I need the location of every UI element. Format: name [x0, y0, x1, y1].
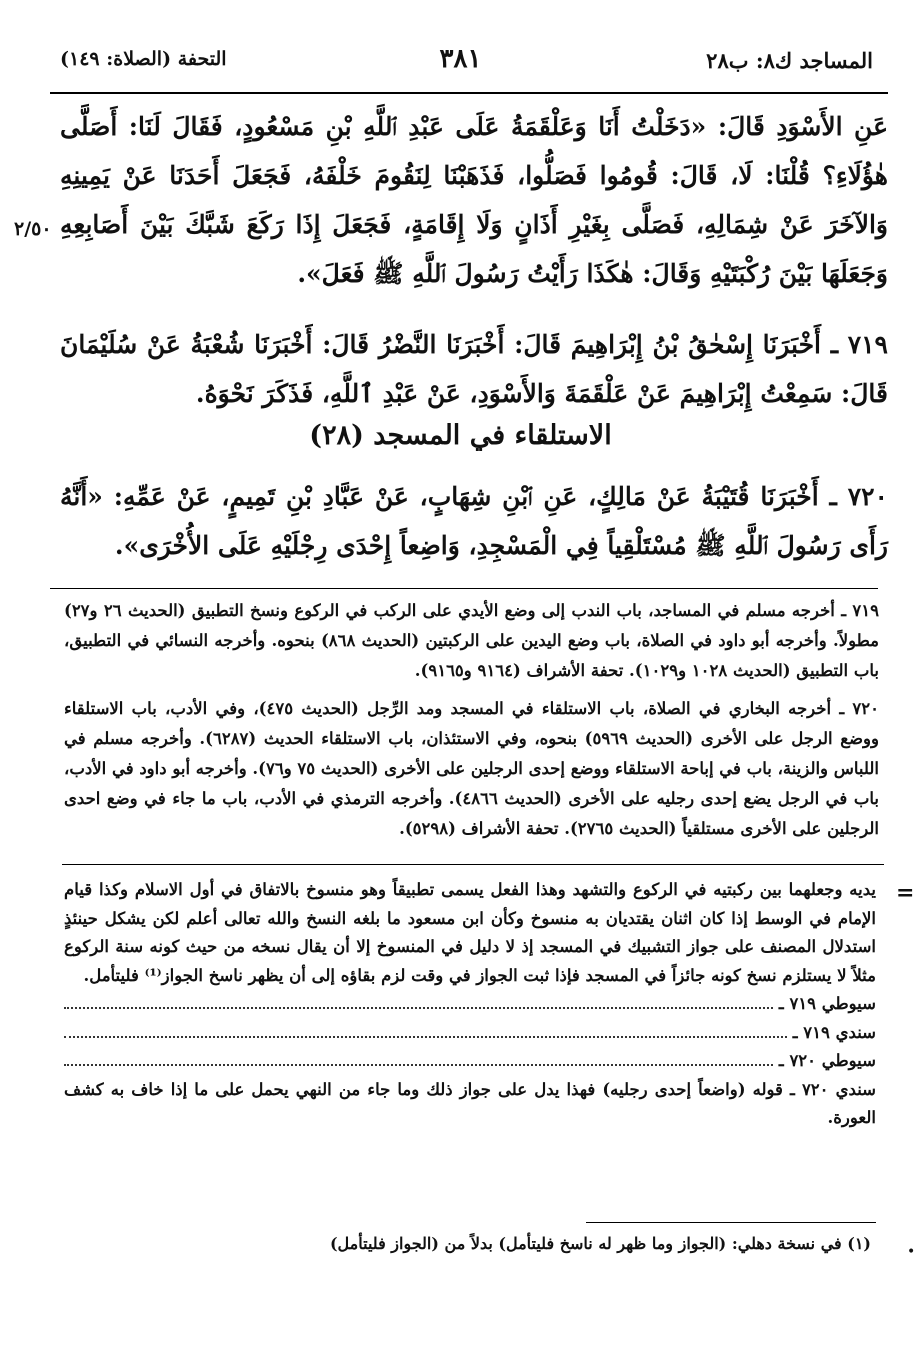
- dotted-leader: [64, 1036, 787, 1038]
- dotted-leader: [64, 1007, 773, 1009]
- footnote-rule: [50, 588, 878, 589]
- commentary-sindi-720: سندي ٧٢٠ ـ قوله (واضعاً إحدى رجليه) فهذا يدل على جواز ذلك وما جاء من النهي يحمل على ما إذا خاف به كشف العورة.: [64, 1079, 877, 1127]
- margin-volume-note: ٢/٥٠: [14, 218, 52, 240]
- continuation-marker: =: [896, 880, 915, 906]
- commentary-row: [64, 1019, 876, 1048]
- hadith-paragraph-718-end: عَنِ الأَسْوَدِ قَالَ: «دَخَلْتُ أَنَا وَعَلْقَمَةُ عَلَى عَبْدِ ٱللَّهِ بْنِ مَسْعُودٍ، فَقَالَ لَنَا: أَصَلَّى هٰؤُلَاءِ؟ قُلْنَا: لَا، قَالَ: قُومُوا فَصَلُّوا، فَذَهَبْنَا لِنَقُومَ خَلْفَهُ، فَجَعَلَ أَحَدَنَا عَنْ يَمِينِهِ وَالآخَرَ عَنْ شِمَالِهِ، فَصَلَّى بِغَيْرِ أَذَانٍ وَلَا إِقَامَةٍ، فَجَعَلَ إِذَا رَكَعَ شَبَّكَ بَيْنَ أَصَابِعِهِ وَجَعَلَهَا بَيْنَ رُكْبَتَيْهِ وَقَالَ: هٰكَذَا رَأَيْتُ رَسُولَ ٱللَّهِ ﷺ فَعَلَ».: [60, 112, 888, 288]
- header-tuhfa-ref: التحفة (الصلاة: ١٤٩): [60, 48, 227, 70]
- commentary-block: [64, 876, 876, 1133]
- section-heading: (٢٨) الاستلقاء في المسجد: [309, 420, 612, 451]
- bottom-footnote: (١) في نسخة دهلي: (الجواز وما ظهر له ناسخ فليتأمل) بدلاً من (الجواز فليتأمل): [329, 1234, 871, 1253]
- hadith-paragraph-719: ٧١٩ ـ أَخْبَرَنَا إِسْحٰقُ بْنُ إِبْرَاهِيمَ قَالَ: أَخْبَرَنَا النَّضْرُ قَالَ: أَخْبَرَنَا شُعْبَةُ عَنْ سُلَيْمَانَ قَالَ: سَمِعْتُ إِبْرَاهِيمَ عَنْ عَلْقَمَةَ وَالأَسْوَدِ، عَنْ عَبْدِ ٱللَّهِ، فَذَكَرَ نَحْوَهُ.: [60, 330, 888, 408]
- commentary-text: يديه وجعلهما بين ركبتيه في الركوع والتشهد وهذا الفعل يسمى تطبيقاً وهو منسوخ بالاتفاق في أول الاسلام وكذا قيام الإمام في الوسط إذا كان اثنان يقتديان به منسوخ وكأن ابن مسعود ما بلغه النسخ والله تعالى أعلم لكن يشكل حينئذٍ استدلال المصنف على جواز التشبيك في المسجد إذ لا دليل في المنسوخ إلا أن يقال نسخه من حيث كونه سنة الركوع مثلاً لا يستلزم نسخ كونه جائزاً في المسجد فإذا ثبت الجواز في وقت لزم بقاؤه إلى أن يظهر ناسخ الجواز⁽¹⁾ فليتأمل.: [64, 880, 876, 985]
- hadith-paragraph-720: ٧٢٠ ـ أَخْبَرَنَا قُتَيْبَةُ عَنْ مَالِكٍ، عَنِ ٱبْنِ شِهَابٍ، عَنْ عَبَّادِ بْنِ تَمِيمٍ، عَنْ عَمِّهِ: «أَنَّهُ رَأَى رَسُولَ ٱللَّهِ ﷺ مُسْتَلْقِياً فِي الْمَسْجِدِ، وَاضِعاً إِحْدَى رِجْلَيْهِ عَلَى الأُخْرَى».: [60, 482, 888, 560]
- commentary-rule: [62, 864, 884, 865]
- header-rule: [50, 92, 888, 94]
- commentary-row-label: سيوطي ٧٢٠ ـ: [778, 1051, 876, 1070]
- bottom-note-rule: [586, 1222, 876, 1223]
- commentary-row: [64, 1047, 876, 1076]
- takhrij-719: ٧١٩ ـ أخرجه مسلم في المساجد، باب الندب إلى وضع الأيدي على الركب في الركوع ونسخ التطبيق (الحديث ٢٦ و٢٧) مطولاً. وأخرجه أبو داود في الصلاة، باب وضع اليدين على الركبتين (الحديث ٨٦٨) بنحوه. وأخرجه النسائي في التطبيق، باب التطبيق (الحديث ١٠٢٨ و١٠٢٩). تحفة الأشراف (٩١٦٤ و٩١٦٥).: [64, 601, 880, 680]
- takhrij-720: ٧٢٠ ـ أخرجه البخاري في الصلاة، باب الاستلقاء في المسجد ومد الرِّجل (الحديث ٤٧٥)، وفي الأدب، باب الاستلقاء ووضع الرجل على الأخرى (الحديث ٥٩٦٩) بنحوه، وفي الاستئذان، باب الاستلقاء الحديث (٦٢٨٧). وأخرجه مسلم في اللباس والزينة، باب في إباحة الاستلقاء ووضع إحدى الرجلين على الأخرى (الحديث ٧٥ و٧٦). وأخرجه أبو داود في الأدب، باب في الرجل يضع إحدى رجليه على الأخرى (الحديث ٤٨٦٦). وأخرجه الترمذي في الأدب، باب ما جاء في وضع احدى الرجلين على الأخرى مستلقياً (الحديث ٢٧٦٥). تحفة الأشراف (٥٢٩٨).: [64, 699, 880, 838]
- dotted-leader: [64, 1064, 773, 1066]
- dot-mark: •: [907, 1244, 916, 1260]
- commentary-row: [64, 990, 876, 1019]
- commentary-row-label: سندي ٧١٩ ـ: [792, 1022, 876, 1042]
- header-chapter-ref: المساجد ك٨: ب٢٨: [706, 48, 873, 73]
- page-number: ٣٨١: [439, 44, 482, 74]
- commentary-row-label: سيوطي ٧١٩ ـ: [778, 994, 876, 1013]
